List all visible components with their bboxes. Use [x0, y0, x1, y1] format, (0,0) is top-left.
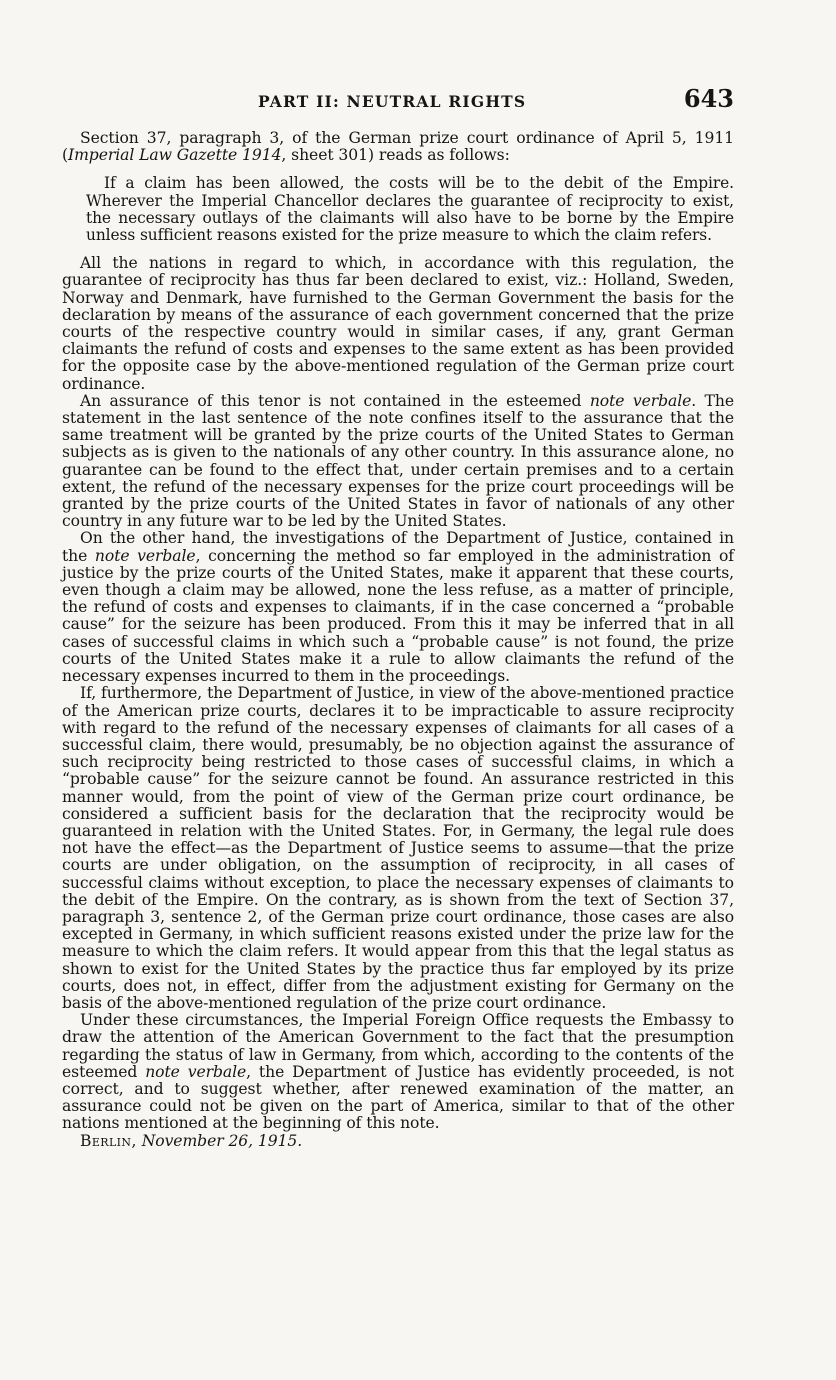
paragraph-5: Under these circumstances, the Imperial Foreign Office requests the Embassy to draw the attention of the American Government to the fact that the presumption regarding the status of law in Germany, from which, according to the contents of the esteemed note verbale, the Department of Justice has evidently proceeded, is not correct, and to suggest whether, after renewed examination of the matter, an assurance could not be given on the part of America, similar to that of the other nations mentioned at the beginning of this note. [62, 1011, 734, 1133]
paragraph-2: An assurance of this tenor is not contained in the esteemed note verbale. The statement in the last sentence of the note confines itself to the assurance that the same treatment will be granted by the prize courts of the United States to German subjects as is given to the nationals of any other country. In this assurance alone, no guarantee can be found to the effect that, under certain premises and to a certain extent, the refund of the necessary expenses for the prize court proceedings will be granted by the prize courts of the United States in favor of nationals of any other country in any future war to be led by the United States. [62, 391, 734, 531]
signoff-place: Berlin, [80, 1131, 137, 1150]
running-head-title: PART II: NEUTRAL RIGHTS [258, 92, 527, 111]
paragraph-1: All the nations in regard to which, in accordance with this regulation, the guarantee of reciprocity has thus far been declared to exist, viz.: Holland, Sweden, Norway and Denmark, have furnished to the German Government the basis for the declaration by means of the assurance of each government concerned that the prize courts of the respective country would in similar cases, if any, grant German claimants the refund of costs and expenses to the same extent as has been provided for the opposite case by the above-mentioned regulation of the German prize court ordinance. [62, 254, 734, 393]
signoff-date: November 26, 1915. [141, 1131, 303, 1150]
quote-text: If a claim has been allowed, the costs will be to the debit of the Empire. Wherever the Imperial Chancellor declares the guarantee of reciprocity to exist, the necessary outlays of the claimants will also have to be borne by the Empire unless sufficient reasons existed for the prize measure to which the claim refers. [86, 174, 734, 245]
paragraph-3: On the other hand, the investigations of the Department of Justice, contained in the note verbale, concerning the method so far employed in the administration of justice by the prize courts of the United States, make it apparent that these courts, even though a claim may be allowed, none the less refuse, as a matter of principle, the refund of costs and expenses to claimants, if in the case concerned a “probable cause” for the seizure has been produced. From this it may be inferred that in all cases of successful claims in which such a “probable cause” is not found, the prize courts of the United States make it a rule to allow claimants the refund of the necessary expenses incurred to them in the proceedings. [62, 529, 734, 686]
running-head [62, 84, 734, 118]
body-text [62, 130, 734, 1150]
document-page [62, 84, 734, 1150]
note-verbale-term: note verbale [589, 391, 692, 410]
note-verbale-term: note verbale [94, 546, 196, 565]
signoff [62, 1133, 734, 1150]
ordinance-quote [86, 175, 734, 244]
page-number: 643 [683, 84, 734, 113]
intro-paragraph: Section 37, paragraph 3, of the German prize court ordinance of April 5, 1911 (Imperial Law Gazette 1914, sheet 301) reads as follows: [62, 129, 734, 165]
gazette-title: Imperial Law Gazette 1914 [68, 146, 282, 165]
paragraph-4: If, furthermore, the Department of Justice, in view of the above-mentioned practice of the American prize courts, declares it to be impracticable to assure reciprocity with regard to the refund of the necessary expenses of claimants for all cases of a successful claim, there would, presumably, be no objection against the assurance of such reciprocity being restricted to those cases of successful claims, in which a “probable cause” for the seizure cannot be found. An assurance restricted in this manner would, from the point of view of the German prize court ordinance, be considered a sufficient basis for the declaration that the reciprocity would be guaranteed in relation with the United States. For, in Germany, the legal rule does not have the effect—as the Department of Justice seems to assume—that the prize courts are under obligation, on the assumption of reciprocity, in all cases of successful claims without exception, to place the necessary expenses of claimants to the debit of the Empire. On the contrary, as is shown from the text of Section 37, paragraph 3, sentence 2, of the German prize court ordinance, those cases are also excepted in Germany, in which sufficient reasons existed under the prize law for the measure to which the claim refers. It would appear from this that the legal status as shown to exist for the United States by the practice thus far employed by its prize courts, does not, in effect, differ from the adjustment existing for Germany on the basis of the above-mentioned regulation of the prize court ordinance. [62, 684, 734, 1012]
note-verbale-term: note verbale [145, 1062, 247, 1081]
